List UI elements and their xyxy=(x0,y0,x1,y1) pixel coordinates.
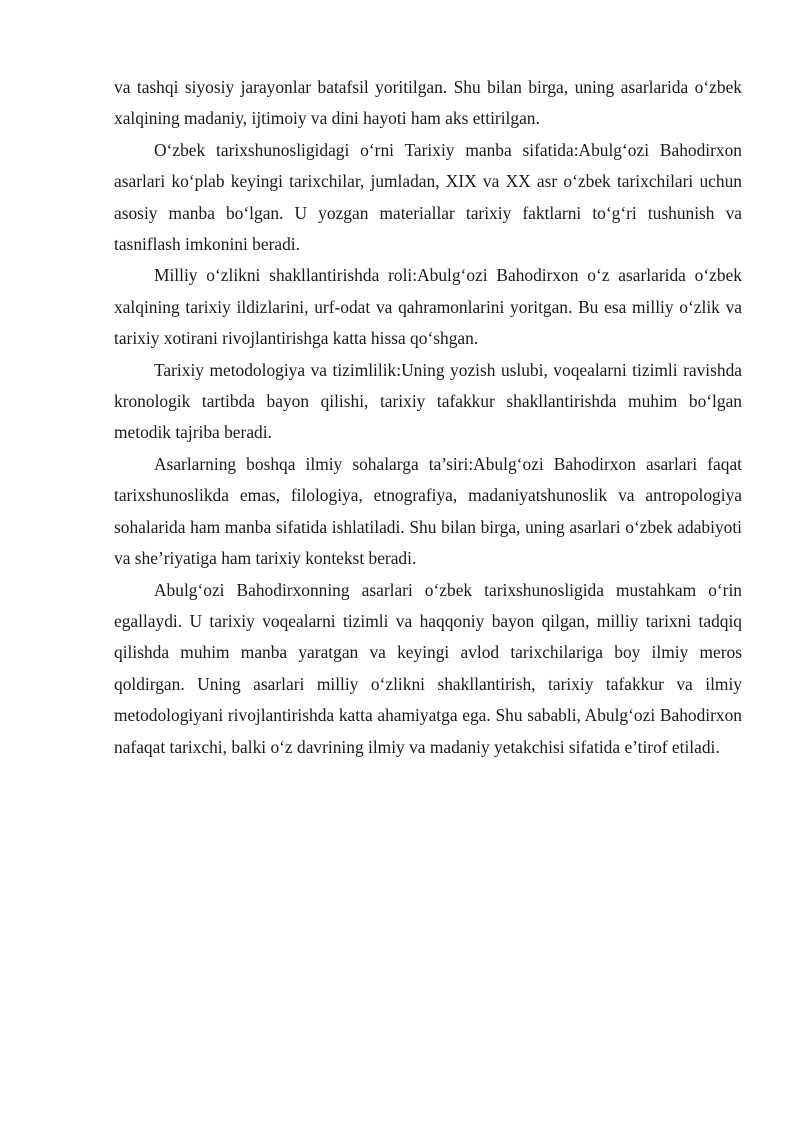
paragraph-national-identity: Milliy o‘zlikni shakllantirishda roli:Abulg‘ozi Bahodirxon o‘z asarlarida o‘zbek xalqining tarixiy ildizlarini, urf-odat va qahramonlarini yoritgan. Bu esa milliy o‘zlik va tarixiy xotirani rivojlantirishga katta hissa qo‘shgan. xyxy=(114,265,742,349)
paragraph-influence-other-fields: Asarlarning boshqa ilmiy sohalarga ta’siri:Abulg‘ozi Bahodirxon asarlari faqat tarixshunoslikda emas, filologiya, etnografiya, madaniyatshunoslik va antropologiya sohalarida ham manba sifatida ishlatiladi. Shu bilan birga, uning asarlari o‘zbek adabiyoti va she’riyatiga ham tarixiy kontekst beradi. xyxy=(114,453,742,569)
document-page xyxy=(114,72,742,763)
paragraph-continuation: va tashqi siyosiy jarayonlar batafsil yoritilgan. Shu bilan birga, uning asarlarida o‘zbek xalqining madaniy, ijtimoiy va dini hayoti ham aks ettirilgan. xyxy=(114,77,742,129)
paragraph-methodology: Tarixiy metodologiya va tizimlilik:Uning yozish uslubi, voqealarni tizimli ravishda kronologik tartibda bayon qilishi, tarixiy tafakkur shakllantirishda muhim bo‘lgan metodik tajriba beradi. xyxy=(114,359,742,443)
paragraph-role-in-historiography: O‘zbek tarixshunosligidagi o‘rni Tarixiy manba sifatida:Abulg‘ozi Bahodirxon asarlari ko‘plab keyingi tarixchilar, jumladan, XIX va XX asr o‘zbek tarixchilari uchun asosiy manba bo‘lgan. U yozgan materiallar tarixiy faktlarni to‘g‘ri tushunish va tasniflash imkonini beradi. xyxy=(114,139,742,255)
paragraph-conclusion: Abulg‘ozi Bahodirxonning asarlari o‘zbek tarixshunosligida mustahkam o‘rin egallaydi. U tarixiy voqealarni tizimli va haqqoniy bayon qilgan, milliy tarixni tadqiq qilishda muhim manba yaratgan va keyingi avlod tarixchilariga boy ilmiy meros qoldirgan. Uning asarlari milliy o‘zlikni shakllantirish, tarixiy tafakkur va ilmiy metodologiyani rivojlantirishda katta ahamiyatga ega. Shu sababli, Abulg‘ozi Bahodirxon nafaqat tarixchi, balki o‘z davrining ilmiy va madaniy yetakchisi sifatida e’tirof etiladi. xyxy=(114,579,742,757)
